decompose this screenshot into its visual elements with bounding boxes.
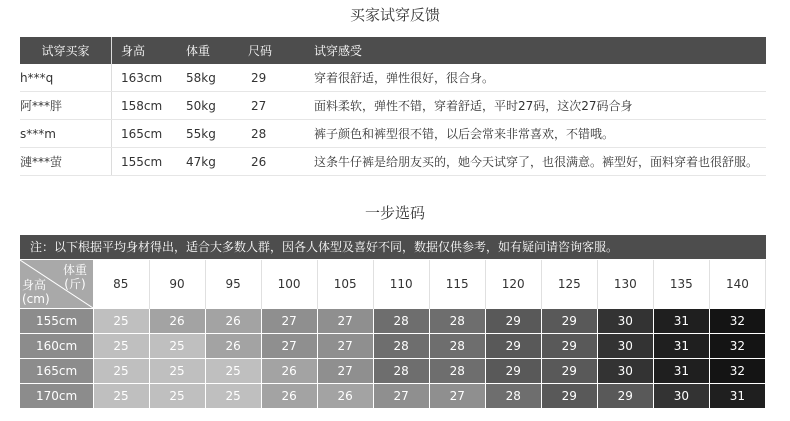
size-chart-table xyxy=(20,260,766,408)
size-cell: 31 xyxy=(709,383,765,408)
buyer-size: 26 xyxy=(240,148,304,176)
size-cell: 26 xyxy=(205,308,261,333)
buyer-comment: 面料柔软，弹性不错，穿着舒适，平时27码，这次27码合身 xyxy=(304,92,766,120)
weight-header: 100 xyxy=(261,260,317,308)
height-unit: (cm) xyxy=(22,291,50,306)
buyer-comment: 穿着很舒适，弹性很好，很合身。 xyxy=(304,64,766,92)
corner-cell xyxy=(20,260,93,308)
header-buyer: 试穿买家 xyxy=(20,37,112,64)
size-cell: 27 xyxy=(317,358,373,383)
size-cell: 28 xyxy=(429,308,485,333)
size-cell: 30 xyxy=(597,308,653,333)
size-cell: 30 xyxy=(597,333,653,358)
weight-header: 85 xyxy=(93,260,149,308)
weight-header: 110 xyxy=(373,260,429,308)
size-cell: 29 xyxy=(485,333,541,358)
weight-header: 90 xyxy=(149,260,205,308)
size-cell: 25 xyxy=(149,333,205,358)
sizechart-title: 一步选码 xyxy=(364,204,425,222)
buyer-size: 27 xyxy=(240,92,304,120)
weight-header: 115 xyxy=(429,260,485,308)
size-cell: 29 xyxy=(541,358,597,383)
size-cell: 32 xyxy=(709,308,765,333)
size-cell: 32 xyxy=(709,333,765,358)
size-cell: 28 xyxy=(429,358,485,383)
buyer-height: 155cm xyxy=(112,148,178,176)
height-row-label: 170cm xyxy=(20,383,93,408)
corner-weight-label xyxy=(63,263,87,291)
size-row xyxy=(20,333,766,358)
buyer-comment: 这条牛仔裤是给朋友买的，她今天试穿了，也很满意。裤型好，面料穿着也很舒服。 xyxy=(304,148,766,176)
size-cell: 25 xyxy=(149,383,205,408)
height-row-label: 155cm xyxy=(20,308,93,333)
size-cell: 26 xyxy=(261,383,317,408)
size-cell: 29 xyxy=(597,383,653,408)
buyer-height: 158cm xyxy=(112,92,178,120)
weight-header: 130 xyxy=(597,260,653,308)
weight-header: 105 xyxy=(317,260,373,308)
size-cell: 28 xyxy=(373,333,429,358)
sizechart-note: 注：以下根据平均身材得出，适合大多数人群，因各人体型及喜好不同，数据仅供参考，如有疑问请咨询客服。 xyxy=(20,235,766,259)
buyer-name: 阿***胖 xyxy=(20,92,112,120)
size-cell: 29 xyxy=(541,333,597,358)
size-cell: 27 xyxy=(261,333,317,358)
size-cell: 26 xyxy=(317,383,373,408)
header-weight: 体重 xyxy=(177,37,240,64)
size-cell: 27 xyxy=(317,308,373,333)
header-size: 尺码 xyxy=(240,37,304,64)
size-cell: 30 xyxy=(653,383,709,408)
buyer-height: 165cm xyxy=(112,120,178,148)
size-cell: 27 xyxy=(261,308,317,333)
size-cell: 25 xyxy=(205,358,261,383)
feedback-title: 买家试穿反馈 xyxy=(349,6,440,24)
size-cell: 31 xyxy=(653,358,709,383)
size-cell: 29 xyxy=(541,383,597,408)
size-row xyxy=(20,308,766,333)
size-cell: 29 xyxy=(485,358,541,383)
size-cell: 26 xyxy=(261,358,317,383)
weight-header: 125 xyxy=(541,260,597,308)
feedback-row xyxy=(20,120,766,148)
size-cell: 27 xyxy=(429,383,485,408)
height-label: 身高 xyxy=(22,277,47,292)
size-cell: 27 xyxy=(317,333,373,358)
weight-label: 体重 xyxy=(62,263,87,277)
buyer-height: 163cm xyxy=(112,64,178,92)
weight-header-row xyxy=(20,260,766,308)
size-cell: 28 xyxy=(485,383,541,408)
feedback-row xyxy=(20,64,766,92)
weight-unit: (斤) xyxy=(64,277,86,291)
size-cell: 25 xyxy=(93,358,149,383)
header-comment: 试穿感受 xyxy=(304,37,766,64)
size-cell: 25 xyxy=(149,358,205,383)
feedback-table xyxy=(20,37,766,176)
feedback-row xyxy=(20,92,766,120)
height-row-label: 160cm xyxy=(20,333,93,358)
buyer-name: s***m xyxy=(20,120,112,148)
buyer-weight: 50kg xyxy=(177,92,240,120)
size-cell: 26 xyxy=(149,308,205,333)
corner-height-label xyxy=(22,278,50,306)
buyer-name: 漣***萤 xyxy=(20,148,112,176)
weight-header: 95 xyxy=(205,260,261,308)
size-cell: 25 xyxy=(93,308,149,333)
buyer-weight: 47kg xyxy=(177,148,240,176)
size-cell: 31 xyxy=(653,333,709,358)
feedback-row xyxy=(20,148,766,176)
size-cell: 29 xyxy=(541,308,597,333)
weight-header: 120 xyxy=(485,260,541,308)
size-cell: 32 xyxy=(709,358,765,383)
size-cell: 26 xyxy=(205,333,261,358)
size-cell: 25 xyxy=(93,383,149,408)
size-cell: 25 xyxy=(205,383,261,408)
size-cell: 28 xyxy=(373,308,429,333)
size-cell: 28 xyxy=(429,333,485,358)
size-cell: 25 xyxy=(93,333,149,358)
weight-header: 140 xyxy=(709,260,765,308)
buyer-comment: 裤子颜色和裤型很不错，以后会常来非常喜欢，不错哦。 xyxy=(304,120,766,148)
size-row xyxy=(20,383,766,408)
feedback-header-row xyxy=(20,37,766,64)
size-cell: 31 xyxy=(653,308,709,333)
buyer-size: 28 xyxy=(240,120,304,148)
buyer-weight: 58kg xyxy=(177,64,240,92)
size-chart-body xyxy=(20,308,766,408)
size-cell: 27 xyxy=(373,383,429,408)
buyer-name: h***q xyxy=(20,64,112,92)
size-row xyxy=(20,358,766,383)
size-cell: 29 xyxy=(485,308,541,333)
buyer-weight: 55kg xyxy=(177,120,240,148)
size-cell: 28 xyxy=(373,358,429,383)
weight-header: 135 xyxy=(653,260,709,308)
height-row-label: 165cm xyxy=(20,358,93,383)
size-cell: 30 xyxy=(597,358,653,383)
buyer-size: 29 xyxy=(240,64,304,92)
header-height: 身高 xyxy=(112,37,178,64)
